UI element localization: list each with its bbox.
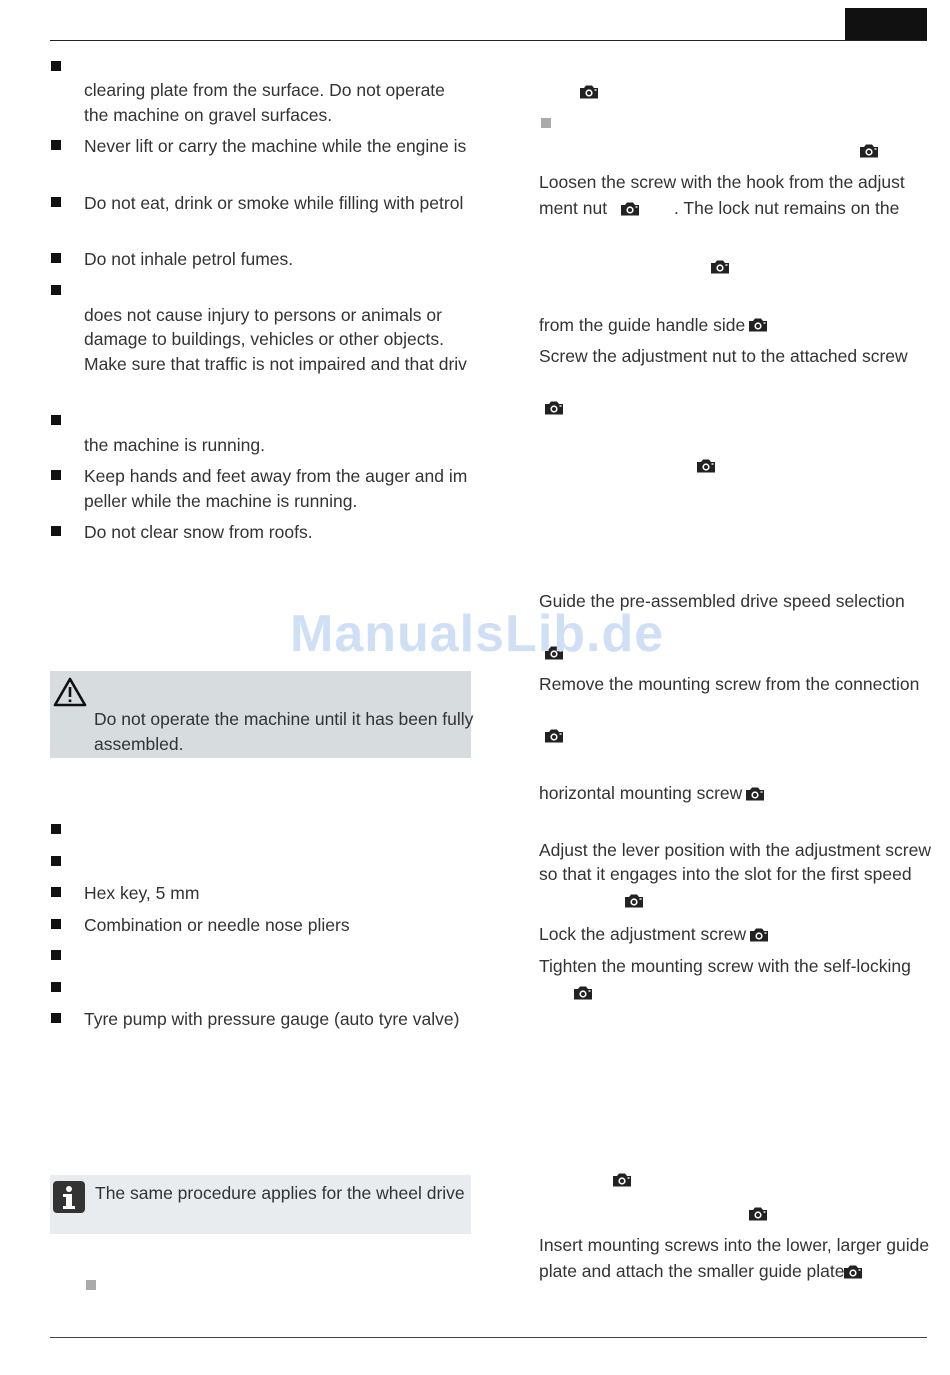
warning-text: Do not operate the machine until it has been fully <box>94 709 474 729</box>
tool-item: Tyre pump with pressure gauge (auto tyre valve) <box>84 1009 460 1029</box>
instruction-text: so that it engages into the slot for the first speed <box>539 864 912 884</box>
safety-text: Never lift or carry the machine while the engine is <box>84 136 467 156</box>
bullet-icon <box>51 950 61 960</box>
instruction-text: Guide the pre-assembled drive speed selection <box>539 591 905 611</box>
grey-bullet-icon <box>541 118 551 128</box>
footer-rule <box>50 1337 927 1338</box>
bullet-icon <box>51 982 61 992</box>
bullet-icon <box>51 253 61 263</box>
camera-icon <box>544 401 564 415</box>
instruction-text: Lock the adjustment screw <box>539 924 747 944</box>
bullet-icon <box>51 919 61 929</box>
safety-text: peller while the machine is running. <box>84 491 358 511</box>
camera-icon <box>696 459 716 473</box>
camera-icon <box>573 986 593 1000</box>
grey-bullet-icon <box>86 1280 96 1290</box>
tool-item: Combination or needle nose pliers <box>84 915 350 935</box>
bullet-icon <box>51 470 61 480</box>
watermark: ManualsLib.de <box>290 605 665 663</box>
instruction-text: Adjust the lever position with the adjustment screw <box>539 840 931 860</box>
info-text: The same procedure applies for the wheel drive <box>95 1183 465 1203</box>
safety-text: Make sure that traffic is not impaired and that driv <box>84 354 467 374</box>
tool-item: Hex key, 5 mm <box>84 883 200 903</box>
instruction-text: Tighten the mounting screw with the self-locking <box>539 956 911 976</box>
camera-icon <box>749 928 769 942</box>
camera-icon <box>624 894 644 908</box>
bullet-icon <box>51 61 61 71</box>
bullet-icon <box>51 140 61 150</box>
safety-text: damage to buildings, vehicles or other objects. <box>84 329 444 349</box>
bullet-icon <box>51 526 61 536</box>
warning-triangle-icon <box>53 677 87 707</box>
camera-icon <box>620 202 640 216</box>
instruction-text: Screw the adjustment nut to the attached screw <box>539 346 908 366</box>
bullet-icon <box>51 824 61 834</box>
bullet-icon <box>51 856 61 866</box>
instruction-text: from the guide handle side <box>539 315 746 335</box>
instruction-text: plate and attach the smaller guide plate <box>539 1261 845 1281</box>
instruction-text: Remove the mounting screw from the connection <box>539 674 920 694</box>
safety-text: Do not inhale petrol fumes. <box>84 249 294 269</box>
bullet-icon <box>51 197 61 207</box>
bullet-icon <box>51 285 61 295</box>
safety-text: does not cause injury to persons or animals or <box>84 305 442 325</box>
camera-icon <box>745 787 765 801</box>
camera-icon <box>748 1207 768 1221</box>
camera-icon <box>612 1173 632 1187</box>
instruction-text: . The lock nut remains on the <box>674 198 900 218</box>
info-icon <box>53 1181 85 1213</box>
camera-icon <box>579 85 599 99</box>
camera-icon <box>843 1265 863 1279</box>
safety-text: Keep hands and feet away from the auger and im <box>84 466 468 486</box>
camera-icon <box>859 144 879 158</box>
bullet-icon <box>51 1013 61 1023</box>
header-rule <box>50 40 927 41</box>
safety-text: the machine is running. <box>84 435 265 455</box>
camera-icon <box>544 729 564 743</box>
instruction-text: ment nut <box>539 198 608 218</box>
safety-text: clearing plate from the surface. Do not operate <box>84 80 445 100</box>
instruction-text: Insert mounting screws into the lower, larger guide <box>539 1235 930 1255</box>
instruction-text: Loosen the screw with the hook from the adjust <box>539 172 905 192</box>
camera-icon <box>748 318 768 332</box>
bullet-icon <box>51 887 61 897</box>
header-tab <box>845 8 927 40</box>
safety-text: Do not eat, drink or smoke while filling with petrol <box>84 193 464 213</box>
warning-text: assembled. <box>94 734 184 754</box>
instruction-text: horizontal mounting screw <box>539 783 743 803</box>
safety-text: Do not clear snow from roofs. <box>84 522 313 542</box>
camera-icon <box>710 260 730 274</box>
bullet-icon <box>51 415 61 425</box>
safety-text: the machine on gravel surfaces. <box>84 105 333 125</box>
